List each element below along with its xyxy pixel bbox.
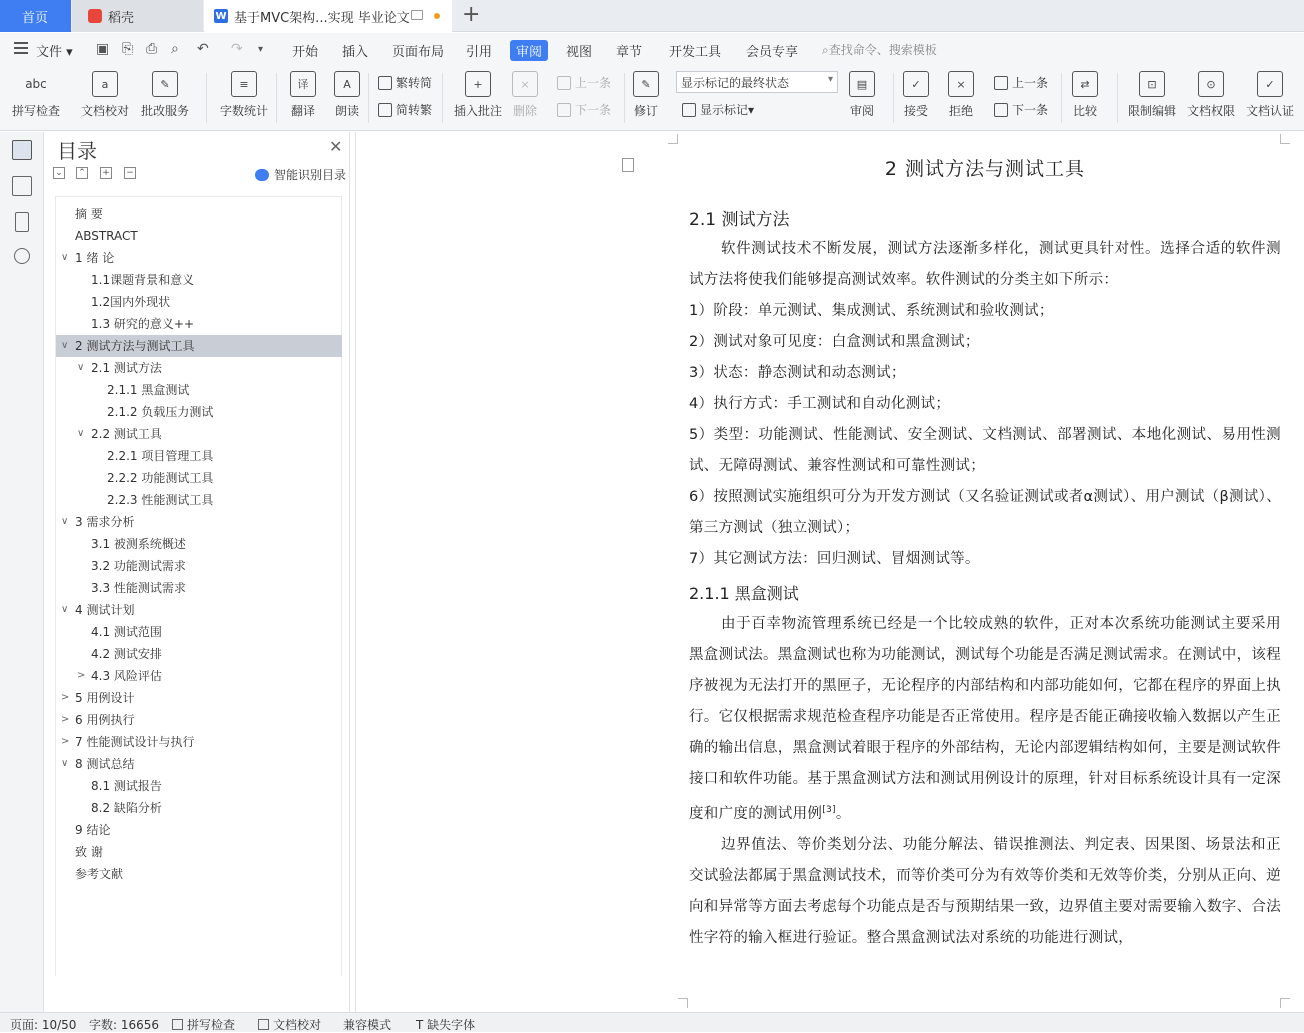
review-pane-label: 审阅 bbox=[849, 104, 874, 118]
print-icon[interactable]: ⎙ bbox=[146, 41, 158, 57]
toc-item-label: 1.3 研究的意义++ bbox=[91, 317, 195, 331]
accept-icon: ✓ bbox=[903, 71, 929, 97]
toc-item-label: 1.1课题背景和意义 bbox=[91, 273, 195, 287]
unsaved-dot-icon bbox=[434, 13, 440, 19]
menu-file-label: 文件 bbox=[36, 45, 63, 60]
toc-item[interactable] bbox=[56, 247, 342, 269]
doc-rights-label: 文档权限 bbox=[1187, 104, 1236, 118]
doc-proof-label: 文档校对 bbox=[81, 104, 130, 118]
show-markup-button[interactable]: 显示标记 ▾ bbox=[682, 101, 754, 118]
menu-chapter[interactable]: 章节 bbox=[616, 45, 643, 60]
bookmark-icon[interactable] bbox=[15, 212, 29, 232]
toc-item-label: 2.1.1 黑盒测试 bbox=[107, 383, 190, 397]
toc-item-label: 6 用例执行 bbox=[75, 713, 135, 727]
menu-insert[interactable]: 插入 bbox=[342, 45, 369, 60]
doc-proof-button[interactable] bbox=[81, 71, 129, 119]
doc-rights-icon: ⊙ bbox=[1198, 71, 1224, 97]
toc-item[interactable] bbox=[56, 599, 342, 621]
check-icon bbox=[172, 1019, 183, 1030]
toc-item-label: 致 谢 bbox=[75, 845, 103, 859]
read-aloud-icon: A bbox=[334, 71, 360, 97]
next-change-button[interactable] bbox=[994, 101, 1048, 118]
expand-up-icon[interactable]: ⌃ bbox=[76, 167, 88, 179]
toc-item[interactable] bbox=[56, 379, 342, 401]
redo-icon[interactable]: ↷ bbox=[231, 41, 243, 57]
page-corner-mark bbox=[1280, 134, 1290, 144]
print-preview-icon[interactable]: ⌕ bbox=[171, 41, 179, 57]
prev-change-button[interactable] bbox=[994, 74, 1048, 91]
ribbon-divider bbox=[276, 73, 277, 123]
next-change-label: 下一条 bbox=[1012, 103, 1049, 117]
toc-item-label: 2.2.1 项目管理工具 bbox=[107, 449, 214, 463]
smart-toc-button[interactable] bbox=[255, 166, 346, 183]
new-tab-button[interactable]: + bbox=[462, 2, 481, 27]
tab-daoke-label: 稻壳 bbox=[108, 10, 135, 26]
toc-item-label: 2.1 测试方法 bbox=[91, 361, 162, 375]
toc-item[interactable] bbox=[56, 269, 342, 291]
toc-item[interactable] bbox=[56, 709, 342, 731]
subsection-heading: 2.1.1 黑盒测试 bbox=[689, 584, 799, 603]
chevron-right-icon[interactable]: > bbox=[77, 670, 86, 681]
chevron-down-icon[interactable]: ∨ bbox=[61, 516, 69, 527]
close-icon[interactable]: ✕ bbox=[329, 137, 343, 156]
toc-item[interactable] bbox=[56, 511, 342, 533]
menu-member[interactable]: 会员专享 bbox=[746, 45, 799, 60]
batch-service-button[interactable] bbox=[141, 71, 189, 119]
reject-icon: × bbox=[948, 71, 974, 97]
prev-comment-button[interactable] bbox=[557, 74, 611, 91]
citation-ref: [3] bbox=[822, 805, 836, 815]
toc-item-label: 3.1 被测系统概述 bbox=[91, 537, 186, 551]
ribbon-divider bbox=[624, 73, 625, 123]
collapse-all-icon[interactable]: ⌄ bbox=[53, 167, 65, 179]
writer-logo-icon: W bbox=[215, 10, 227, 22]
simp-to-trad-label: 简转繁 bbox=[396, 103, 433, 117]
toc-item[interactable] bbox=[56, 665, 342, 687]
toc-item-label: 1.2国内外现状 bbox=[91, 295, 171, 309]
tab-document-label: 基于MVC架构...实现 毕业论文 bbox=[234, 10, 410, 26]
menu-review[interactable]: 审阅 bbox=[510, 40, 548, 61]
spell-check-button[interactable] bbox=[12, 71, 60, 119]
toc-item-label: 4.1 测试范围 bbox=[91, 625, 162, 639]
restrict-edit-label: 限制编辑 bbox=[1128, 104, 1177, 118]
toc-item-label: 2.2.2 功能测试工具 bbox=[107, 471, 214, 485]
doc-auth-button[interactable] bbox=[1246, 71, 1294, 119]
document-body[interactable] bbox=[689, 140, 1281, 954]
chevron-right-icon[interactable]: > bbox=[61, 692, 70, 703]
daoke-logo-icon bbox=[88, 9, 102, 23]
toc-item-label: 7 性能测试设计与执行 bbox=[75, 735, 195, 749]
font-icon: T bbox=[416, 1018, 424, 1032]
toc-item-label: 8 测试总结 bbox=[75, 757, 135, 771]
toc-item[interactable] bbox=[56, 357, 342, 379]
doc-rights-button[interactable] bbox=[1187, 71, 1235, 119]
next-comment-button[interactable] bbox=[557, 101, 611, 118]
add-heading-icon[interactable]: + bbox=[100, 167, 112, 179]
toc-item[interactable] bbox=[56, 291, 342, 313]
insert-comment-button[interactable] bbox=[454, 71, 502, 119]
list-item: 5）类型：功能测试、性能测试、安全测试、文档测试、部署测试、本地化测试、易用性测试、无障碍测试、兼容性测试和可靠性测试； bbox=[689, 427, 1281, 474]
export-icon[interactable]: ⎘ bbox=[122, 41, 134, 57]
review-pane-icon: ▤ bbox=[849, 71, 875, 97]
chapter-heading: 2 测试方法与测试工具 bbox=[884, 158, 1086, 180]
ribbon-divider bbox=[1117, 73, 1118, 123]
list-item: 6）按照测试实施组织可分为开发方测试（又名验证测试或者α测试）、用户测试（β测试）、第三方测试（独立测试）； bbox=[689, 489, 1281, 536]
comment-add-icon: + bbox=[465, 71, 491, 97]
toc-item[interactable] bbox=[56, 445, 342, 467]
quick-access-more-icon[interactable]: ▾ bbox=[258, 44, 264, 55]
delete-comment-label: 删除 bbox=[512, 104, 537, 118]
doc-auth-label: 文档认证 bbox=[1246, 104, 1295, 118]
ribbon-divider bbox=[368, 73, 369, 123]
ai-icon bbox=[255, 169, 269, 181]
insert-comment-label: 插入批注 bbox=[454, 104, 503, 118]
menu-dev-tools[interactable]: 开发工具 bbox=[669, 45, 722, 60]
chevron-down-icon[interactable]: ∨ bbox=[77, 362, 85, 373]
page-corner-mark bbox=[1280, 998, 1290, 1008]
missing-font[interactable] bbox=[416, 1016, 475, 1033]
section-heading: 2.1 测试方法 bbox=[689, 210, 790, 230]
chevron-down-icon[interactable]: ∨ bbox=[61, 340, 69, 351]
markup-mode-select[interactable] bbox=[676, 71, 838, 93]
spell-check-icon: abc bbox=[25, 77, 47, 91]
proof-icon bbox=[258, 1019, 269, 1030]
tab-daoke[interactable] bbox=[72, 0, 203, 32]
undo-icon[interactable]: ↶ bbox=[197, 41, 209, 57]
word-count-button[interactable] bbox=[220, 71, 268, 119]
chevron-right-icon[interactable]: > bbox=[61, 736, 70, 747]
toc-item[interactable] bbox=[56, 203, 342, 225]
toc-item[interactable] bbox=[56, 489, 342, 511]
toc-item[interactable] bbox=[56, 687, 342, 709]
toc-item-label: 5 用例设计 bbox=[75, 691, 135, 705]
toc-item[interactable] bbox=[56, 863, 342, 885]
chevron-down-icon[interactable]: ∨ bbox=[61, 758, 69, 769]
menu-view[interactable]: 视图 bbox=[566, 45, 593, 60]
trad-to-simp-label: 繁转简 bbox=[396, 76, 433, 90]
chevron-right-icon[interactable]: > bbox=[61, 714, 70, 725]
page-options-icon[interactable] bbox=[622, 158, 634, 172]
toc-item[interactable] bbox=[56, 753, 342, 775]
tab-home-label: 首页 bbox=[22, 10, 49, 26]
paragraph: 边界值法、等价类划分法、功能分解法、错误推测法、判定表、因果图、场景法和正交试验法都属于黑盒测试技术，而等价类可分为有效等价类和无效等价类，分别从正向、逆向和异常等方面去考虑每个功能点是否与预期结果一致，边界值主要对需要输入数字、合法性字符的输入框进行验证。整合黑盒测试法对系统的功能进行测试， bbox=[689, 836, 1281, 946]
command-search-label: 查找命令、搜索模板 bbox=[828, 43, 937, 57]
list-item: 7）其它测试方法：回归测试、冒烟测试等。 bbox=[689, 551, 980, 567]
toc-item-label: 8.1 测试报告 bbox=[91, 779, 162, 793]
toc-item-label: 摘 要 bbox=[75, 207, 103, 221]
page-corner-mark bbox=[678, 998, 688, 1008]
doc-proof-icon: a bbox=[92, 71, 118, 97]
menu-start[interactable]: 开始 bbox=[292, 45, 319, 60]
toc-item-label: 3.3 性能测试需求 bbox=[91, 581, 186, 595]
chapter-nav-icon[interactable] bbox=[12, 176, 32, 196]
batch-service-icon: ✎ bbox=[152, 71, 178, 97]
next-comment-label: 下一条 bbox=[575, 103, 612, 117]
toc-item[interactable] bbox=[56, 797, 342, 819]
paragraph bbox=[689, 609, 1281, 830]
restrict-edit-button[interactable] bbox=[1128, 71, 1176, 119]
status-spell-check[interactable] bbox=[172, 1016, 235, 1033]
paragraph-end: 。 bbox=[835, 805, 851, 822]
remove-heading-icon[interactable]: − bbox=[124, 167, 136, 179]
toc-item[interactable] bbox=[56, 643, 342, 665]
ribbon-divider bbox=[893, 73, 894, 123]
simp-to-trad-icon bbox=[378, 103, 392, 117]
word-count-icon: ≡ bbox=[231, 71, 257, 97]
next-comment-icon bbox=[557, 103, 571, 117]
accept-button[interactable] bbox=[903, 71, 929, 119]
command-search[interactable] bbox=[822, 41, 937, 58]
menu-bar bbox=[0, 33, 1304, 65]
status-spell-label: 拼写检查 bbox=[187, 1018, 236, 1032]
track-changes-button[interactable] bbox=[633, 71, 659, 119]
trad-to-simp-button[interactable] bbox=[378, 74, 432, 91]
toc-item-label: 8.2 缺陷分析 bbox=[91, 801, 162, 815]
spell-check-label: 拼写检查 bbox=[12, 104, 61, 118]
toc-panel-icon[interactable] bbox=[12, 140, 32, 160]
toc-item[interactable] bbox=[56, 423, 342, 445]
show-markup-label: 显示标记 bbox=[700, 103, 749, 117]
read-aloud-label: 朗读 bbox=[334, 104, 359, 118]
word-count-label: 字数统计 bbox=[220, 104, 269, 118]
hamburger-icon[interactable] bbox=[14, 42, 28, 57]
toc-item[interactable] bbox=[56, 225, 342, 247]
toc-item[interactable] bbox=[56, 841, 342, 863]
paragraph-text: 由于百幸物流管理系统已经是一个比较成熟的软件，正对本次系统功能测试主要采用黑盒测试法。黑盒测试也称为功能测试，测试每个功能是否满足测试需求。在测试中，该程序被视为无法打开的黑匣子，无论程序的内部结构和内部功能如何，它都在程序的界面上执行。它仅根据需求规范检查程序功能是否正常使用。程序是否能正确接收输入数据以产生正确的输出信息，黑盒测试着眼于程序的外部结构，无论内部逻辑结构如何，主要是测试软件接口和软件功能。基于黑盒测试方法和测试用例设计的原理，针对目标系统设计具有一定深度和广度的测试用例 bbox=[689, 616, 1281, 822]
toc-list bbox=[55, 196, 342, 976]
read-aloud-button[interactable] bbox=[334, 71, 360, 119]
toc-item[interactable] bbox=[56, 555, 342, 577]
toc-item[interactable] bbox=[56, 533, 342, 555]
chevron-down-icon[interactable]: ∨ bbox=[61, 604, 69, 615]
toc-panel bbox=[45, 132, 356, 1012]
paragraph: 软件测试技术不断发展，测试方法逐渐多样化，测试更具针对性。选择合适的软件测试方法将使我们能够提高测试效率。软件测试的分类主如下所示： bbox=[689, 241, 1281, 288]
toc-item[interactable] bbox=[56, 401, 342, 423]
toc-item-label: 1 绪 论 bbox=[75, 251, 115, 265]
track-changes-label: 修订 bbox=[633, 104, 658, 118]
save-icon[interactable]: ▣ bbox=[96, 41, 110, 57]
toc-item[interactable] bbox=[56, 775, 342, 797]
prev-change-label: 上一条 bbox=[1012, 76, 1049, 90]
chevron-down-icon[interactable]: ∨ bbox=[77, 428, 85, 439]
delete-comment-button[interactable] bbox=[512, 71, 538, 119]
markup-mode-value: 显示标记的最终状态 bbox=[681, 76, 790, 90]
batch-service-label: 批改服务 bbox=[141, 104, 190, 118]
smart-toc-label: 智能识别目录 bbox=[274, 168, 347, 182]
simp-to-trad-button[interactable] bbox=[378, 101, 432, 118]
status-doc-proof[interactable] bbox=[258, 1016, 321, 1033]
toc-title: 目录 bbox=[57, 139, 97, 163]
toc-scrollbar[interactable] bbox=[349, 132, 350, 1012]
toc-item-label: 3.2 功能测试需求 bbox=[91, 559, 186, 573]
monitor-icon[interactable] bbox=[411, 10, 423, 20]
menu-file[interactable]: 文件 ▾ bbox=[36, 45, 73, 60]
list-item: 2）测试对象可见度：白盒测试和黑盒测试； bbox=[689, 334, 980, 350]
shield-icon: ✓ bbox=[1257, 71, 1283, 97]
toc-item[interactable] bbox=[56, 731, 342, 753]
reject-button[interactable] bbox=[948, 71, 974, 119]
accept-label: 接受 bbox=[903, 104, 928, 118]
toc-item-label: 9 结论 bbox=[75, 823, 111, 837]
ribbon-divider bbox=[206, 73, 207, 123]
status-proof-label: 文档校对 bbox=[273, 1018, 322, 1032]
comment-delete-icon: × bbox=[512, 71, 538, 97]
compare-icon: ⇄ bbox=[1072, 71, 1098, 97]
toc-item-label: 4.2 测试安排 bbox=[91, 647, 162, 661]
toc-item-label: 2 测试方法与测试工具 bbox=[75, 339, 195, 353]
tab-bar bbox=[0, 0, 1304, 32]
next-change-icon bbox=[994, 103, 1008, 117]
toc-item[interactable] bbox=[56, 577, 342, 599]
toc-item[interactable] bbox=[56, 313, 342, 335]
ribbon-divider bbox=[442, 73, 443, 123]
prev-change-icon bbox=[994, 76, 1008, 90]
workspace-margin bbox=[357, 132, 584, 1012]
track-changes-icon: ✎ bbox=[633, 71, 659, 97]
review-pane-button[interactable] bbox=[849, 71, 875, 119]
prev-comment-icon bbox=[557, 76, 571, 90]
translate-label: 翻译 bbox=[290, 104, 315, 118]
show-markup-icon bbox=[682, 103, 696, 117]
toc-item-label: ABSTRACT bbox=[75, 229, 138, 243]
search-icon[interactable] bbox=[14, 248, 30, 264]
trad-to-simp-icon bbox=[378, 76, 392, 90]
page-corner-mark bbox=[668, 134, 678, 144]
translate-icon: 译 bbox=[290, 71, 316, 97]
translate-button[interactable] bbox=[290, 71, 316, 119]
compare-label: 比较 bbox=[1072, 104, 1097, 118]
prev-comment-label: 上一条 bbox=[575, 76, 612, 90]
toc-item[interactable] bbox=[56, 467, 342, 489]
compat-mode: 兼容模式 bbox=[343, 1018, 392, 1032]
list-item: 4）执行方式：手工测试和自动化测试； bbox=[689, 396, 951, 412]
toc-item-label: 2.1.2 负载压力测试 bbox=[107, 405, 214, 419]
toc-item-label: 2.2 测试工具 bbox=[91, 427, 162, 441]
chevron-down-icon[interactable]: ∨ bbox=[61, 252, 69, 263]
side-icon-bar bbox=[0, 132, 44, 1012]
lock-icon: ⊡ bbox=[1139, 71, 1165, 97]
tab-home[interactable] bbox=[0, 0, 71, 32]
compare-button[interactable] bbox=[1072, 71, 1098, 119]
toc-item-label: 2.2.3 性能测试工具 bbox=[107, 493, 214, 507]
missing-font-label: 缺失字体 bbox=[427, 1018, 476, 1032]
toc-item[interactable] bbox=[56, 335, 342, 357]
toc-item[interactable] bbox=[56, 621, 342, 643]
page-indicator[interactable]: 页面: 10/50 bbox=[10, 1018, 77, 1032]
toc-item-label: 参考文献 bbox=[75, 867, 124, 881]
toc-item-label: 4 测试计划 bbox=[75, 603, 135, 617]
menu-reference[interactable]: 引用 bbox=[466, 45, 493, 60]
toc-item-label: 4.3 风险评估 bbox=[91, 669, 162, 683]
search-icon: ⌕ bbox=[822, 43, 829, 57]
toc-item-label: 3 需求分析 bbox=[75, 515, 135, 529]
ribbon-review bbox=[0, 65, 1304, 131]
menu-page-layout[interactable]: 页面布局 bbox=[392, 45, 445, 60]
status-bar bbox=[0, 1012, 1304, 1032]
reject-label: 拒绝 bbox=[948, 104, 973, 118]
list-item: 3）状态：静态测试和动态测试； bbox=[689, 365, 906, 381]
ribbon-divider bbox=[1061, 73, 1062, 123]
toc-item[interactable] bbox=[56, 819, 342, 841]
list-item: 1）阶段：单元测试、集成测试、系统测试和验收测试； bbox=[689, 303, 1054, 319]
word-count[interactable]: 字数: 16656 bbox=[89, 1018, 160, 1032]
